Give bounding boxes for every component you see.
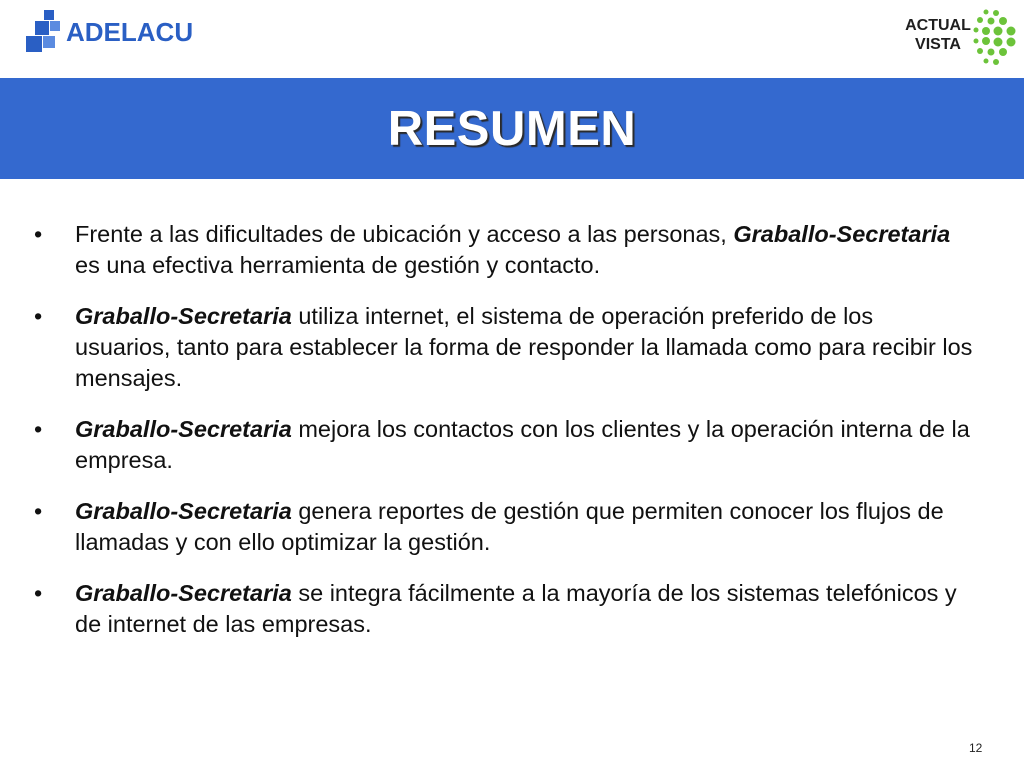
bullet-marker: • (34, 580, 43, 606)
bullet-item (34, 301, 974, 394)
green-dots-icon (972, 8, 1020, 68)
bullet-text-after: es una efectiva herramienta de gestión y contacto. (75, 252, 601, 278)
actual-vista-logo-text (904, 16, 972, 54)
bullet-item (34, 578, 974, 640)
slide-title: RESUMEN (387, 102, 637, 156)
actual-vista-logo (900, 8, 1020, 68)
bullet-text-after: mejora los contactos con los clientes y la operación interna de la empresa. (75, 416, 970, 473)
bullet-item (34, 496, 974, 558)
product-name: Graballo-Secretaria (75, 498, 292, 524)
bullet-text-after: utiliza internet, el sistema de operación preferido de los usuarios, tanto para establecer la forma de responder la llamada como para recibir los mensajes. (75, 303, 973, 391)
bullet-marker: • (34, 498, 43, 524)
product-name: Graballo-Secretaria (75, 303, 292, 329)
bullet-marker: • (34, 303, 43, 329)
actual-vista-line2: VISTA (915, 36, 961, 53)
bullet-text-after: se integra fácilmente a la mayoría de los sistemas telefónicos y de internet de las empresas. (75, 580, 957, 637)
product-name: Graballo-Secretaria (733, 221, 951, 247)
bullet-marker: • (34, 416, 43, 442)
bullet-text-after: genera reportes de gestión que permiten conocer los flujos de llamadas y con ello optimizar la gestión. (75, 498, 944, 555)
title-band (0, 78, 1024, 179)
bullet-item (34, 414, 974, 476)
bullet-marker: • (34, 221, 43, 247)
page-number: 12 (969, 741, 983, 755)
adelacu-logo-text: ADELACU (66, 17, 194, 47)
bullet-list (34, 219, 974, 660)
bullet-text-before: Frente a las dificultades de ubicación y acceso a las personas, (75, 221, 734, 247)
product-name: Graballo-Secretaria (75, 580, 292, 606)
actual-vista-line1: ACTUAL (905, 17, 971, 34)
bullet-item (34, 219, 974, 281)
adelacu-logo-mark-icon (26, 10, 66, 54)
adelacu-logo (26, 10, 226, 54)
product-name: Graballo-Secretaria (75, 416, 292, 442)
